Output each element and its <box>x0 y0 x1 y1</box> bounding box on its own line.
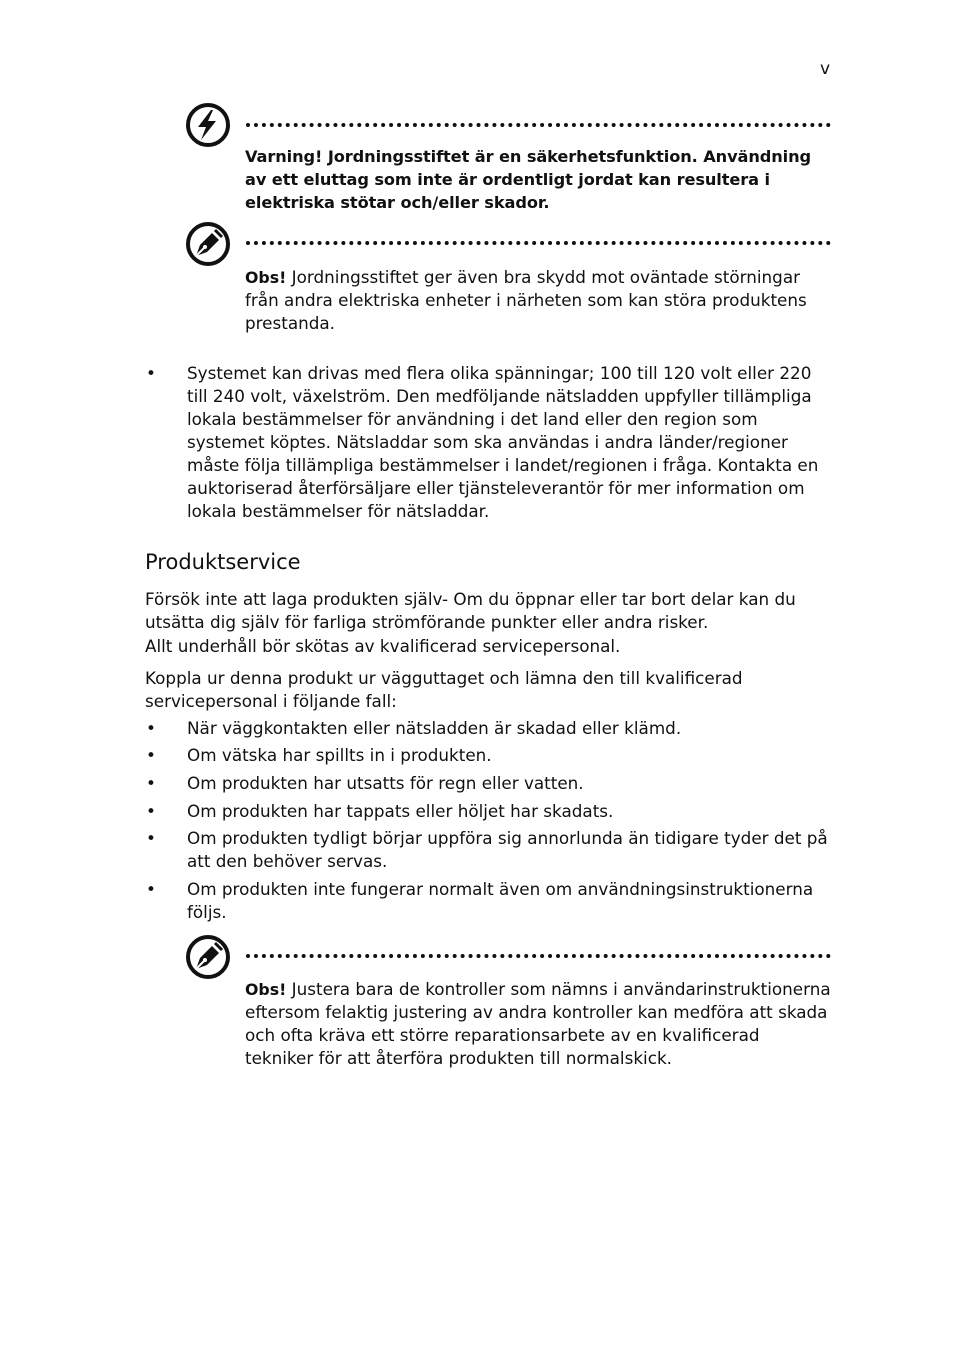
note-pen-icon <box>185 934 231 980</box>
note-text <box>245 266 831 335</box>
list-item-text: Om produkten har utsatts för regn eller vatten. <box>187 773 584 793</box>
warning-text: Varning! Jordningsstiftet är en säkerhetsfunktion. Användning av ett eluttag som inte är ordentligt jordat kan resultera i elektriska stötar och/eller skador. <box>245 147 812 212</box>
obs-label: Obs! <box>245 980 287 999</box>
bullet-mark: • <box>146 801 156 821</box>
bullet-mark: • <box>146 718 156 738</box>
lightning-warning-icon <box>185 102 231 148</box>
dotted-divider <box>246 241 831 245</box>
bullet-mark: • <box>146 828 156 848</box>
bullet-mark: • <box>146 363 156 383</box>
obs-label: Obs! <box>245 268 287 287</box>
section-heading: Produktservice <box>145 550 301 574</box>
paragraph: Försök inte att laga produkten själv- Om du öppnar eller tar bort delar kan du utsätta dig själv för farliga strömförande punkter eller andra risker. <box>145 589 796 632</box>
page-number: v <box>819 59 830 79</box>
note-body: Justera bara de kontroller som nämns i användarinstruktionerna eftersom felaktig justering av andra kontroller kan medföra att skada och ofta kräva ett större reparationsarbete av en kvalificerad tekniker för att återföra produkten till normalskick. <box>245 979 831 1068</box>
list-item-text: Om produkten tydligt börjar uppföra sig annorlunda än tidigare tyder det på att den behöver servas. <box>187 828 828 871</box>
bullet-mark: • <box>146 879 156 899</box>
list-item-text: När väggkontakten eller nätsladden är skadad eller klämd. <box>187 718 682 738</box>
note-pen-icon <box>185 221 231 267</box>
bullet-mark: • <box>146 773 156 793</box>
list-item-text: Om produkten har tappats eller höljet har skadats. <box>187 801 614 821</box>
note-body: Jordningsstiftet ger även bra skydd mot oväntade störningar från andra elektriska enheter i närheten som kan störa produktens prestanda. <box>245 267 807 333</box>
list-item-text: Om vätska har spillts in i produkten. <box>187 745 492 765</box>
list-item-text: Systemet kan drivas med flera olika spänningar; 100 till 120 volt eller 220 till 240 volt, växelström. Den medföljande nätsladden uppfyller tillämpliga lokala bestämmelser för användning i det land eller den region som systemet köptes. Nätsladdar som ska användas i andra länder/regioner måste följa tillämpliga bestämmelser i landet/regionen i fråga. Kontakta en auktoriserad återförsäljare eller tjänsteleverantör för mer information om lokala bestämmelser för nätsladdar. <box>187 363 819 521</box>
note-box <box>185 221 831 337</box>
warning-note <box>185 102 831 217</box>
paragraph: Allt underhåll bör skötas av kvalificerad servicepersonal. <box>145 636 621 656</box>
dotted-divider <box>246 123 831 127</box>
note-text <box>245 978 831 1070</box>
note-box <box>185 934 831 1096</box>
list-item-text: Om produkten inte fungerar normalt även om användningsinstruktionerna följs. <box>187 879 814 922</box>
dotted-divider <box>246 954 831 958</box>
bullet-mark: • <box>146 745 156 765</box>
paragraph: Koppla ur denna produkt ur vägguttaget och lämna den till kvalificerad servicepersonal i följande fall: <box>145 668 743 711</box>
